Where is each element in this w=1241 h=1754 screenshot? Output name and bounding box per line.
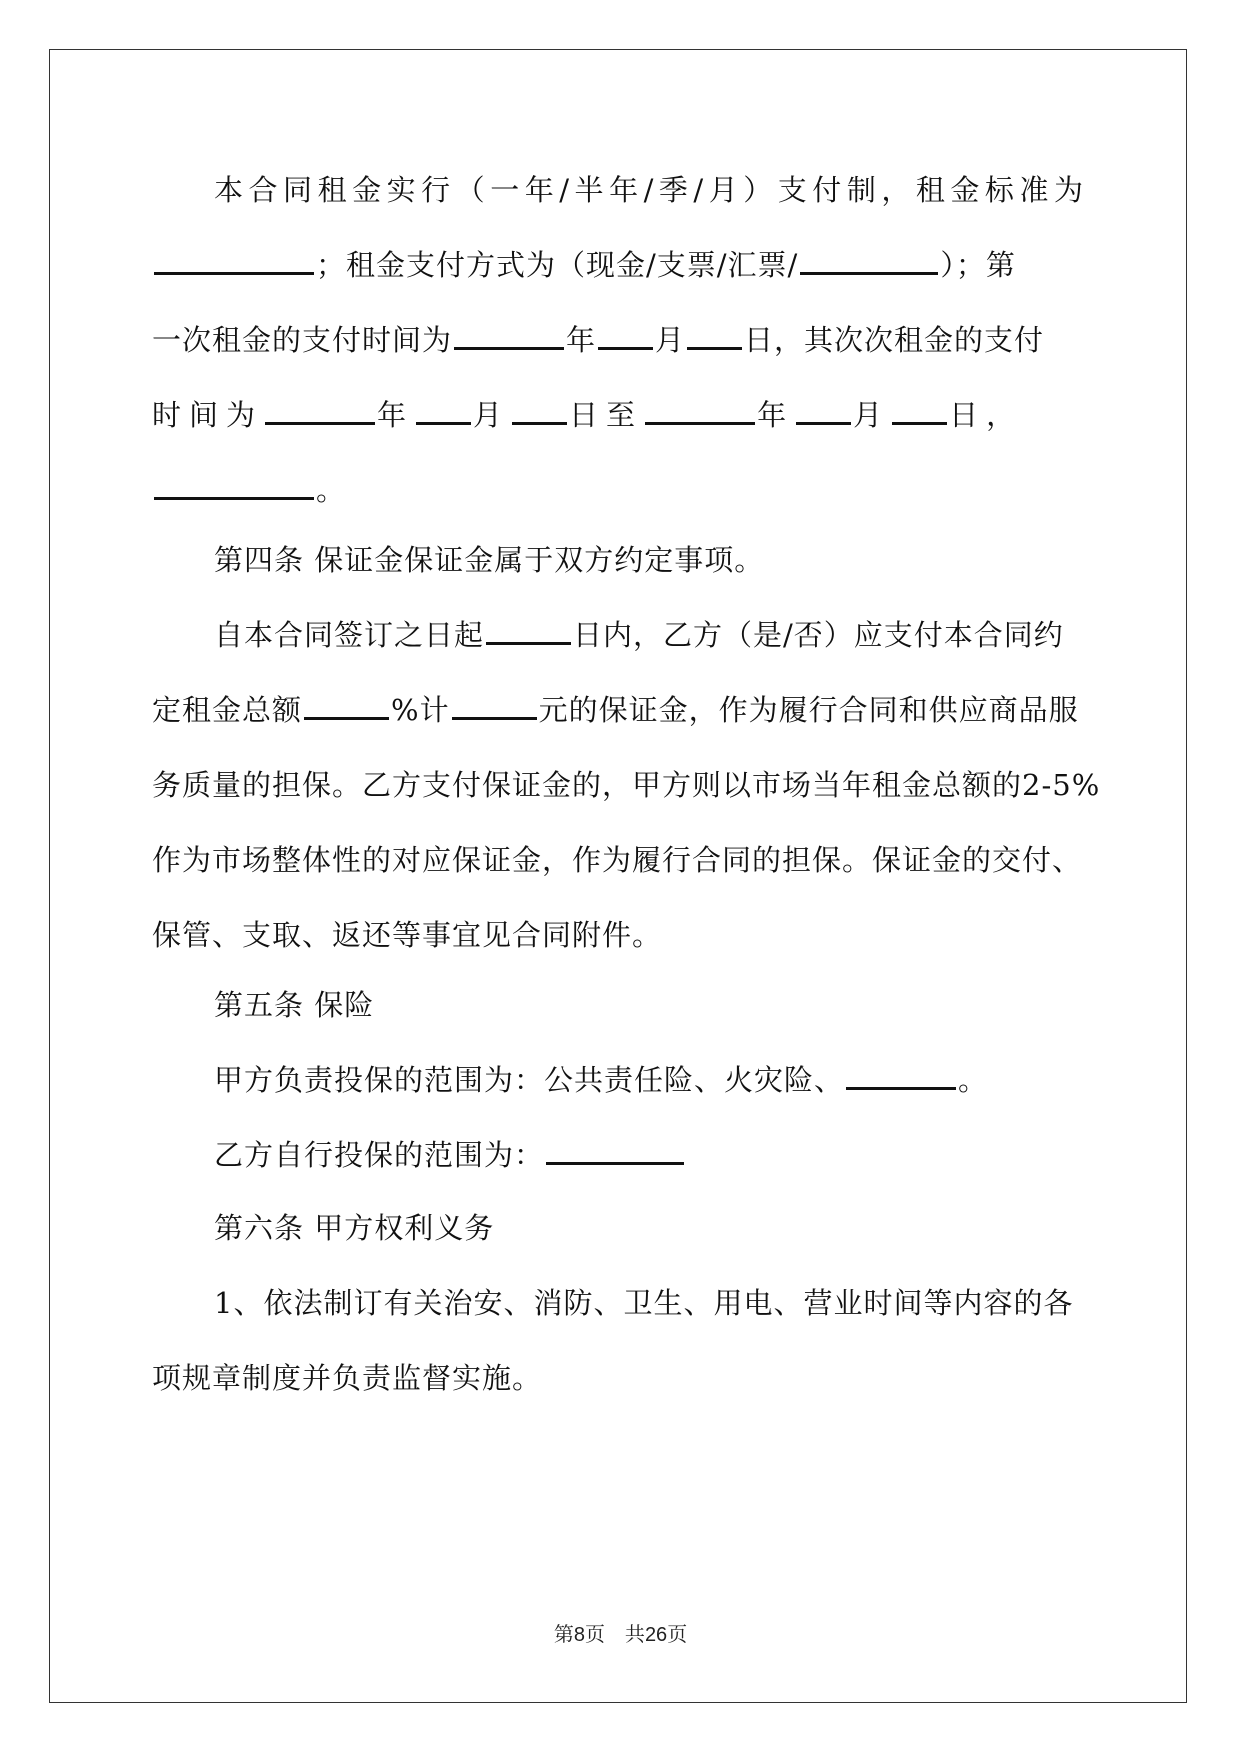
text-segment: 。 [958, 1063, 989, 1097]
text-segment: 自本合同签订之日起 [214, 618, 485, 652]
next-pay-end-day-blank[interactable] [892, 398, 947, 425]
deposit-line-4: 作为市场整体性的对应保证金，作为履行合同的担保。保证金的交付、 [152, 843, 1083, 877]
article-5-title: 第五条 保险 [214, 988, 375, 1022]
rent-payment-line-4 [152, 395, 1023, 435]
rent-payment-line-3 [152, 320, 1044, 360]
party-a-insurance-blank[interactable] [846, 1063, 956, 1090]
first-pay-year-blank[interactable] [454, 323, 564, 350]
text-segment: 年 [757, 398, 795, 432]
next-pay-start-month-blank[interactable] [416, 398, 471, 425]
text-segment: %计 [391, 693, 450, 727]
text-segment: 日内，乙方（是/否）应支付本合同约 [573, 618, 1064, 652]
text-segment: 年 [377, 398, 415, 432]
text-segment: 时间为 [152, 398, 264, 432]
next-pay-end-month-blank[interactable] [796, 398, 851, 425]
insurance-line-1 [214, 1060, 988, 1100]
page-footer [0, 1618, 1241, 1647]
current-page-number: 8 [573, 1624, 585, 1646]
article-4-title: 第四条 保证金保证金属于双方约定事项。 [214, 543, 765, 577]
rent-payment-line-5 [152, 470, 346, 510]
rent-payment-line-1: 本合同租金实行（一年/半年/季/月）支付制，租金标准为 [214, 173, 1084, 207]
article-6-title: 第六条 甲方权利义务 [214, 1211, 495, 1245]
text-segment: ；租金支付方式为（现金/支票/汇票/ [316, 248, 799, 282]
text-segment: 年 [566, 323, 597, 357]
insurance-line-2 [214, 1135, 686, 1175]
text-segment: 一次租金的支付时间为 [152, 323, 453, 357]
text-segment: 月 [655, 323, 686, 357]
next-pay-start-year-blank[interactable] [265, 398, 375, 425]
party-a-duty-line-1: 1、依法制订有关治安、消防、卫生、用电、营业时间等内容的各 [214, 1286, 1074, 1320]
deposit-percent-blank[interactable] [304, 693, 389, 720]
deposit-days-blank[interactable] [486, 618, 571, 645]
total-page-count: 26 [644, 1624, 668, 1646]
next-pay-end-year-blank[interactable] [645, 398, 755, 425]
footer-text: 第 [553, 1622, 574, 1646]
text-segment: 月 [473, 398, 511, 432]
rent-extra-blank[interactable] [154, 473, 314, 500]
text-segment: 乙方自行投保的范围为： [214, 1138, 545, 1172]
text-segment: 甲方负责投保的范围为：公共责任险、火灾险、 [214, 1063, 845, 1097]
deposit-line-2 [152, 690, 1079, 730]
rent-standard-blank[interactable] [154, 248, 314, 275]
first-pay-month-blank[interactable] [598, 323, 653, 350]
deposit-amount-blank[interactable] [452, 693, 537, 720]
text-segment: 日至 [569, 398, 644, 432]
footer-text: 页 共 [584, 1622, 645, 1646]
text-segment: 元的保证金，作为履行合同和供应商品服 [538, 693, 1079, 727]
next-pay-start-day-blank[interactable] [512, 398, 567, 425]
deposit-line-3: 务质量的担保。乙方支付保证金的，甲方则以市场当年租金总额的2-5% [152, 768, 1101, 802]
text-segment: ）；第 [940, 248, 1016, 282]
text-segment: 日，其次次租金的支付 [744, 323, 1045, 357]
text-segment: 月 [853, 398, 891, 432]
text-segment: 日， [949, 398, 1024, 432]
party-b-insurance-blank[interactable] [546, 1138, 684, 1165]
text-segment: 定租金总额 [152, 693, 303, 727]
party-a-duty-line-2: 项规章制度并负责监督实施。 [152, 1361, 543, 1395]
footer-text: 页 [667, 1622, 688, 1646]
text-segment: 。 [316, 473, 347, 507]
deposit-line-5: 保管、支取、返还等事宜见合同附件。 [152, 918, 663, 952]
deposit-line-1 [214, 615, 1064, 655]
payment-method-blank[interactable] [800, 248, 938, 275]
rent-payment-line-2 [152, 245, 1016, 285]
first-pay-day-blank[interactable] [687, 323, 742, 350]
